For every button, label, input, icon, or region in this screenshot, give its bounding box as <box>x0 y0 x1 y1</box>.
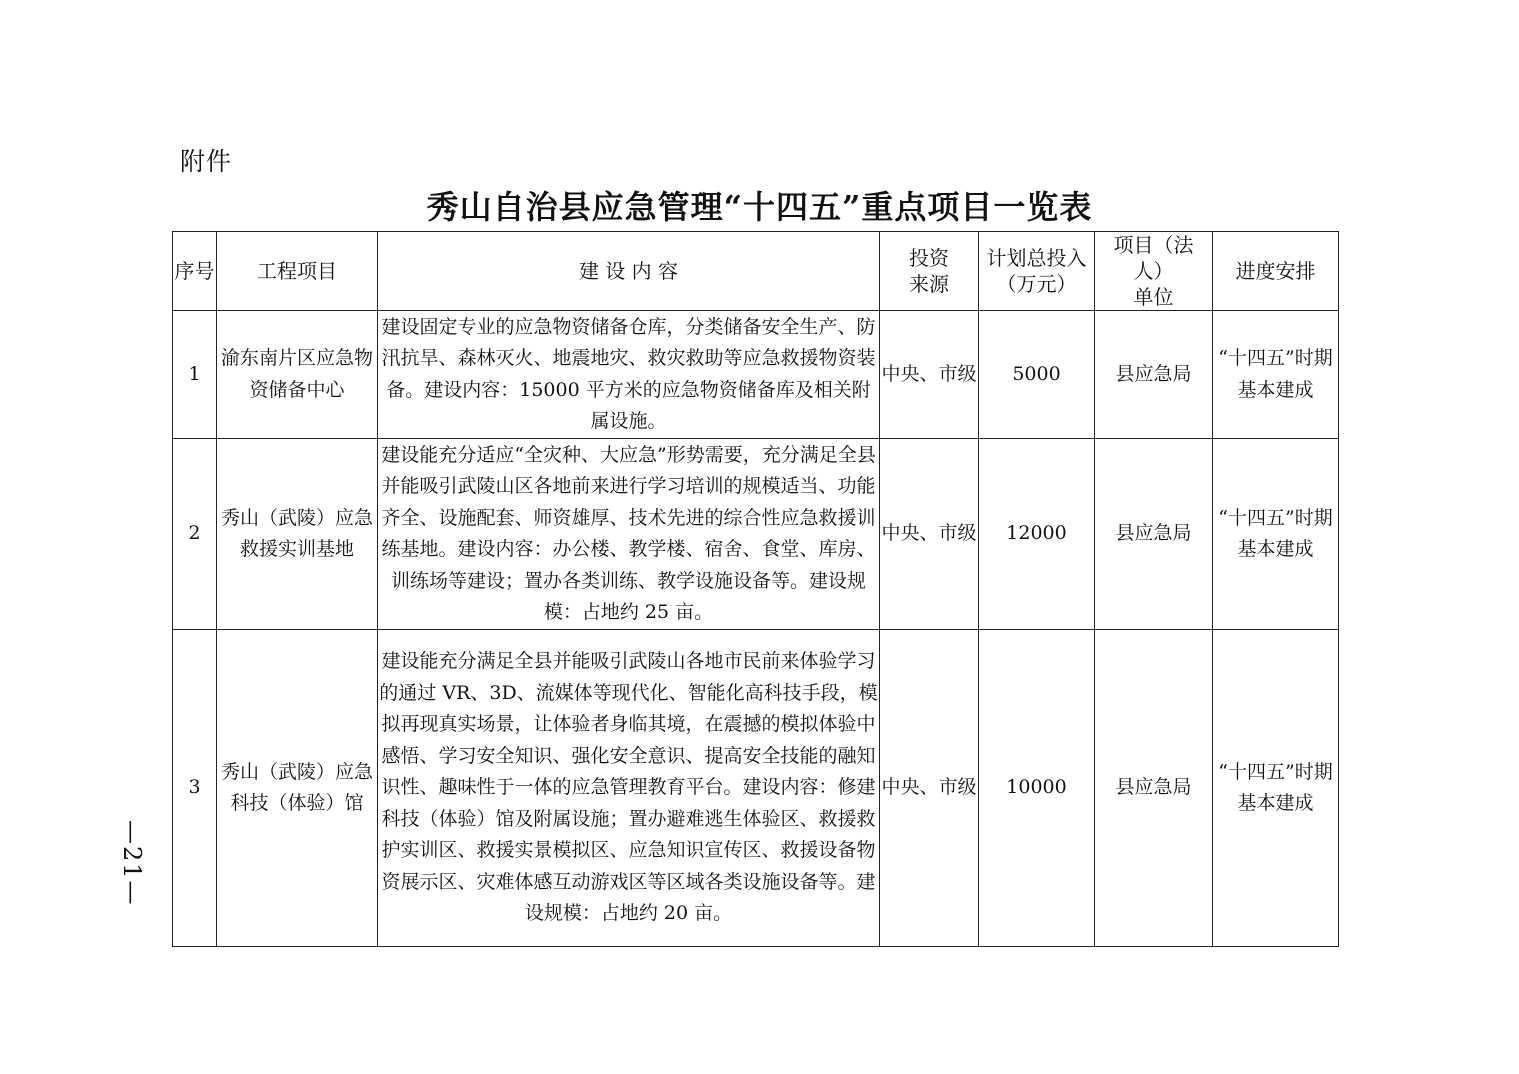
header-project: 工程项目 <box>217 232 378 311</box>
attachment-label: 附件 <box>180 147 233 176</box>
header-unit: 项目（法人） 单位 <box>1095 232 1213 311</box>
cell-content: 建设能充分适应“全灾种、大应急”形势需要，充分满足全县并能吸引武陵山区各地前来进行学习培训的规模适当、功能齐全、设施配套、师资雄厚、技术先进的综合性应急救援训练基地。建设内容：办公楼、教学楼、宿舍、食堂、库房、训练场等建设；置办各类训练、教学设施设备等。建设规模：占地约 25 亩。 <box>378 439 880 630</box>
cell-project: 秀山（武陵）应急科技（体验）馆 <box>217 630 378 947</box>
header-investment: 计划总投入 （万元） <box>979 232 1095 311</box>
cell-schedule: “十四五”时期基本建成 <box>1213 439 1339 630</box>
cell-schedule: “十四五”时期基本建成 <box>1213 630 1339 947</box>
cell-project: 渝东南片区应急物资储备中心 <box>217 311 378 439</box>
cell-content: 建设能充分满足全县并能吸引武陵山各地市民前来体验学习的通过 VR、3D、流媒体等现代化、智能化高科技手段，模拟再现真实场景，让体验者身临其境，在震撼的模拟体验中感悟、学习安全知识、强化安全意识、提高安全技能的融知识性、趣味性于一体的应急管理教育平台。建设内容：修建科技（体验）馆及附属设施；置办避难逃生体验区、救援救护实训区、救援实景模拟区、应急知识宣传区、救援设备物资展示区、灾难体感互动游戏区等区域各类设施设备等。建设规模：占地约 20 亩。 <box>378 630 880 947</box>
cell-investment: 10000 <box>979 630 1095 947</box>
header-source: 投资 来源 <box>880 232 979 311</box>
cell-content: 建设固定专业的应急物资储备仓库，分类储备安全生产、防汛抗旱、森林灭火、地震地灾、救灾救助等应急救援物资装备。建设内容：15000 平方米的应急物资储备库及相关附属设施。 <box>378 311 880 439</box>
cell-investment: 12000 <box>979 439 1095 630</box>
cell-source: 中央、市级 <box>880 439 979 630</box>
cell-seq: 2 <box>173 439 217 630</box>
cell-schedule: “十四五”时期基本建成 <box>1213 311 1339 439</box>
document-title: 秀山自治县应急管理“十四五”重点项目一览表 <box>426 188 1093 226</box>
cell-source: 中央、市级 <box>880 630 979 947</box>
cell-seq: 1 <box>173 311 217 439</box>
table-row <box>173 439 1339 630</box>
header-seq: 序号 <box>173 232 217 311</box>
cell-source: 中央、市级 <box>880 311 979 439</box>
page-number: —21— <box>118 820 146 907</box>
cell-unit: 县应急局 <box>1095 311 1213 439</box>
cell-unit: 县应急局 <box>1095 439 1213 630</box>
cell-investment: 5000 <box>979 311 1095 439</box>
table-header-row <box>173 232 1339 311</box>
cell-seq: 3 <box>173 630 217 947</box>
header-schedule: 进度安排 <box>1213 232 1339 311</box>
projects-table <box>172 231 1339 947</box>
header-content: 建 设 内 容 <box>378 232 880 311</box>
cell-unit: 县应急局 <box>1095 630 1213 947</box>
table-row <box>173 630 1339 947</box>
cell-project: 秀山（武陵）应急救援实训基地 <box>217 439 378 630</box>
table-row <box>173 311 1339 439</box>
